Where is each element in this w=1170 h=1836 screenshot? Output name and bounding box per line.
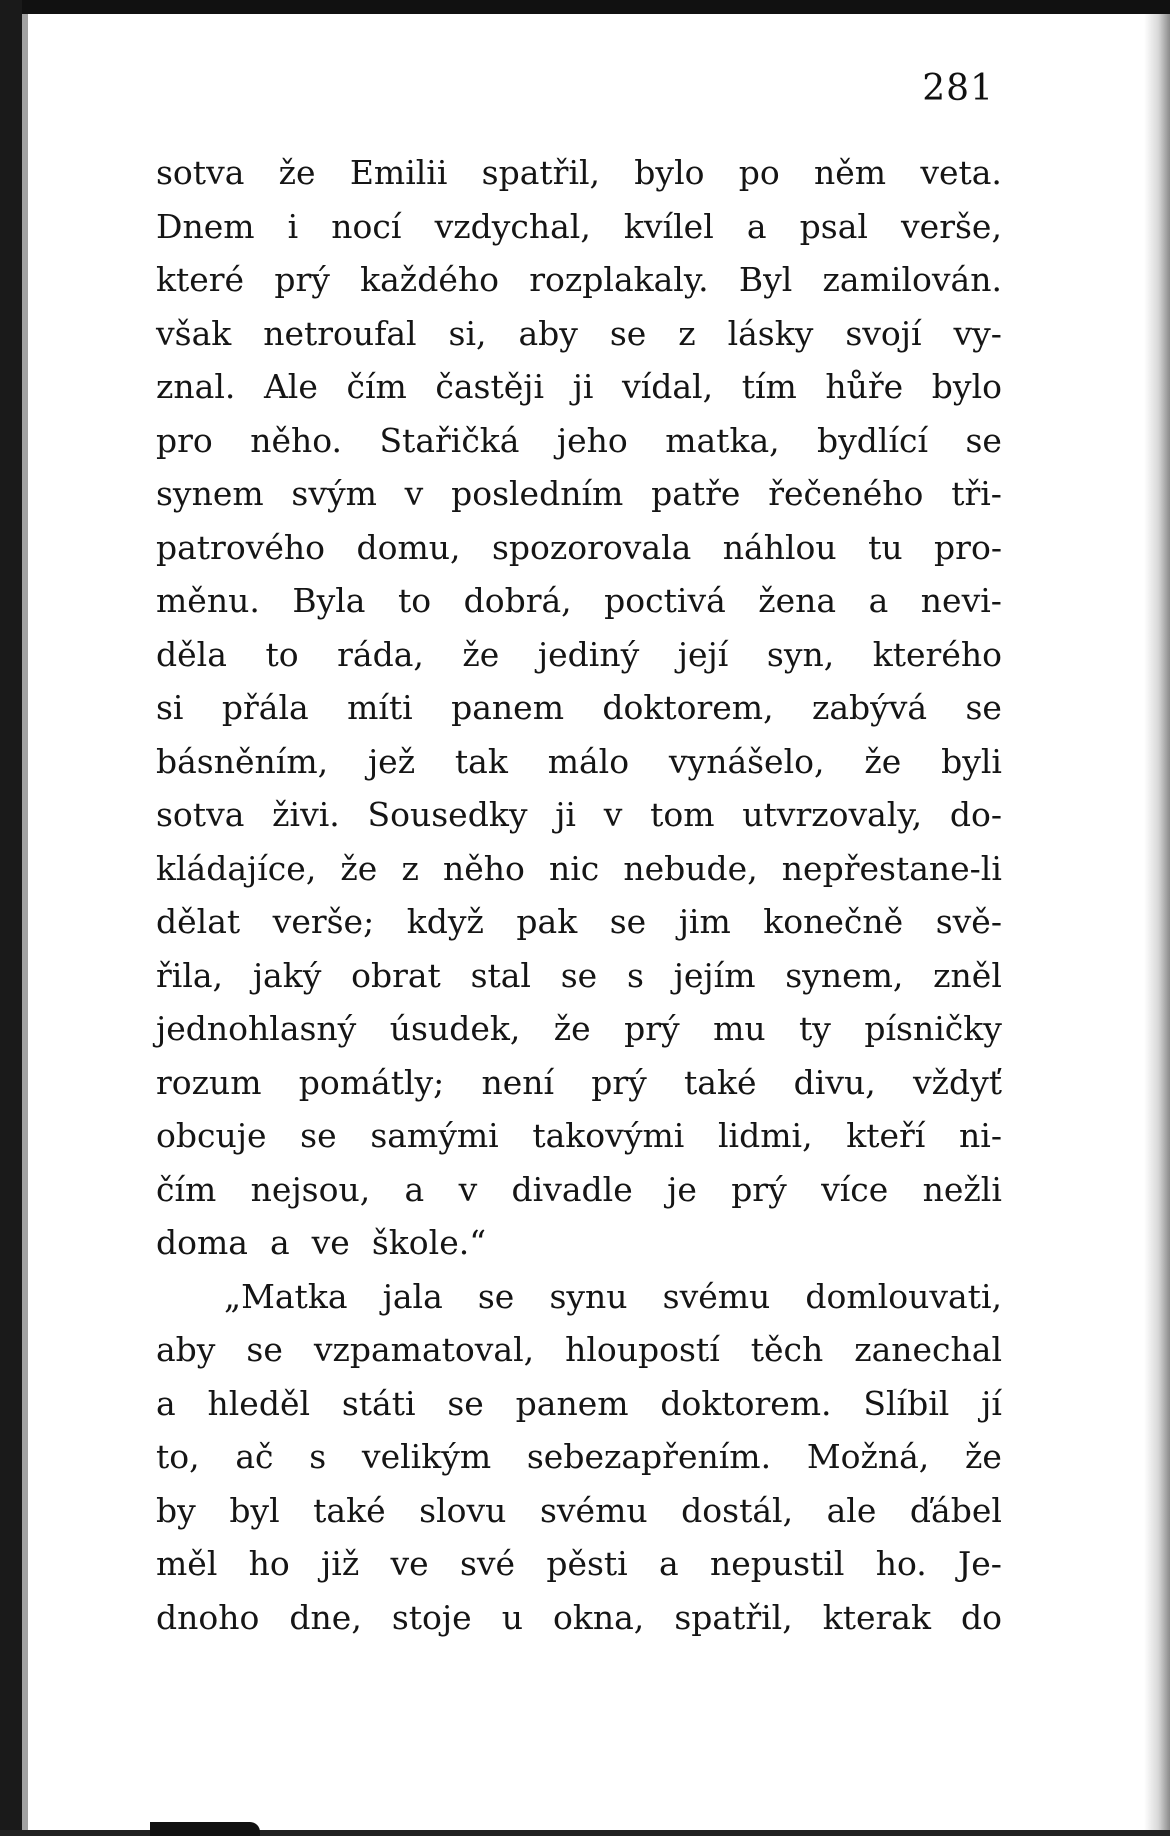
word: Stařičká	[379, 420, 520, 460]
word: to	[397, 581, 432, 620]
word: již	[321, 1544, 360, 1583]
word: domu,	[356, 527, 461, 567]
word: úsudek,	[389, 1009, 521, 1048]
word: míti	[347, 688, 413, 727]
word: tom	[650, 795, 715, 834]
word: žena	[758, 581, 837, 620]
word: že	[462, 634, 500, 674]
scan-right-shadow	[1144, 14, 1170, 1836]
word: sotva	[156, 153, 245, 192]
word: častěji	[435, 367, 545, 406]
word: spozorovala	[491, 527, 692, 567]
word: prý	[591, 1062, 647, 1102]
word: pěsti	[546, 1544, 628, 1583]
word: však	[156, 313, 232, 353]
word: tak	[454, 741, 508, 781]
text-line	[156, 949, 1002, 1003]
word: nejsou,	[250, 1169, 371, 1209]
word: divadle	[511, 1169, 633, 1209]
word: dobrá,	[463, 581, 572, 620]
word: jaký	[252, 955, 322, 995]
text-line	[156, 1056, 1002, 1110]
word: jala	[382, 1276, 443, 1316]
word: Slíbil	[863, 1383, 950, 1423]
word: také	[313, 1490, 386, 1530]
word: velikým	[361, 1437, 492, 1476]
word: málo	[547, 741, 630, 781]
word: dne,	[289, 1597, 362, 1637]
word: se	[609, 313, 647, 353]
word: v	[404, 474, 424, 513]
word: verše,	[901, 206, 1002, 246]
word: jednohlasný	[156, 1009, 357, 1048]
text-line	[156, 788, 1002, 842]
word: dostál,	[681, 1490, 794, 1530]
text-line	[156, 1537, 1002, 1591]
word: aby	[518, 313, 578, 353]
word: svým	[291, 474, 377, 513]
word: ale	[826, 1490, 877, 1530]
word: hůře	[825, 367, 904, 406]
word: z	[401, 848, 419, 888]
word: bylo	[931, 367, 1002, 406]
paragraph-1	[156, 146, 1002, 1270]
word: posledním	[451, 474, 624, 513]
word: škole.“	[371, 1223, 487, 1262]
word: matka,	[665, 420, 780, 460]
word: se	[965, 688, 1002, 727]
word: u	[501, 1597, 523, 1637]
word: verše;	[272, 902, 375, 941]
word: měl	[156, 1544, 218, 1583]
word: po	[738, 153, 780, 192]
word: a	[868, 581, 889, 620]
word: byli	[941, 741, 1002, 781]
word: zamilován.	[822, 260, 1002, 299]
word: doktorem.	[660, 1383, 832, 1423]
page-number: 281	[922, 68, 994, 109]
word: pro	[156, 420, 213, 460]
text-line	[156, 1109, 1002, 1163]
word: Sousedky	[367, 795, 528, 834]
word: takovými	[532, 1116, 685, 1155]
word: státi	[341, 1383, 416, 1423]
word: prý	[274, 260, 330, 299]
text-line	[156, 842, 1002, 896]
word: své	[459, 1544, 516, 1583]
word: rozplakaly.	[529, 260, 709, 299]
word: a	[404, 1169, 425, 1209]
text-line	[156, 146, 1002, 200]
word: těch	[750, 1330, 824, 1369]
word: jediný	[537, 634, 640, 674]
word: svojí	[845, 313, 922, 353]
word: jeho	[556, 420, 628, 460]
word: vídal,	[622, 367, 714, 406]
text-line	[156, 521, 1002, 575]
word: do	[961, 1597, 1002, 1637]
word: náhlou	[722, 527, 837, 567]
word: se	[246, 1330, 283, 1369]
word: nocí	[331, 206, 402, 246]
word: dělat	[156, 902, 241, 941]
word: ni-	[959, 1116, 1002, 1155]
word: více	[821, 1169, 889, 1209]
word: že	[340, 848, 378, 888]
word: každého	[360, 260, 499, 299]
word: zněl	[933, 955, 1002, 995]
word: jí	[981, 1383, 1002, 1423]
word: si	[156, 688, 184, 727]
word: netroufal	[263, 313, 417, 353]
word: samými	[370, 1116, 499, 1155]
word: lásky	[727, 313, 814, 353]
word: z	[678, 313, 696, 353]
word: se	[300, 1116, 337, 1155]
word: mu	[713, 1009, 766, 1048]
word: synem	[156, 474, 264, 513]
word: vzdychal,	[434, 206, 591, 246]
word: lidmi,	[717, 1116, 813, 1155]
text-line	[156, 253, 1002, 307]
word: že	[553, 1009, 591, 1048]
word: a	[156, 1383, 176, 1423]
word: to	[265, 634, 299, 674]
word: pomátly;	[298, 1062, 445, 1102]
word: rozum	[156, 1062, 262, 1102]
scan-left-border	[0, 0, 22, 1836]
word: písničky	[864, 1009, 1002, 1048]
word: řečeného	[768, 474, 924, 513]
word: obcuje	[156, 1116, 267, 1155]
text-line	[156, 1270, 1002, 1324]
word: Emilii	[349, 153, 448, 192]
word: kteří	[846, 1116, 926, 1155]
word: spatřil,	[481, 153, 601, 192]
word: syn,	[766, 634, 835, 674]
word: když	[406, 902, 484, 941]
word: nežli	[922, 1169, 1002, 1209]
text-line	[156, 1591, 1002, 1645]
word: ho.	[875, 1544, 927, 1583]
word: vynášelo,	[668, 741, 825, 781]
word: divu,	[793, 1062, 876, 1102]
word: obrat	[351, 955, 441, 995]
word: s	[626, 955, 644, 995]
word: jež	[367, 741, 416, 781]
word: ho	[248, 1544, 290, 1583]
word: jejím	[673, 955, 756, 995]
word: je	[667, 1169, 697, 1209]
word: Byla	[292, 581, 366, 620]
word: pak	[516, 902, 578, 941]
word: ve	[311, 1223, 350, 1262]
text-line	[156, 735, 1002, 789]
word: že	[965, 1437, 1002, 1476]
word: znal.	[156, 367, 236, 406]
word: poctivá	[604, 581, 726, 620]
word: nevi-	[920, 581, 1002, 620]
word: že	[278, 153, 316, 192]
word: patrového	[156, 527, 325, 567]
word: doktorem,	[602, 688, 774, 727]
text-line	[156, 307, 1002, 361]
word: nebude,	[623, 848, 758, 888]
word: by	[156, 1490, 196, 1530]
word: svému	[662, 1276, 771, 1316]
text-line	[156, 1216, 1002, 1270]
word: i	[287, 206, 299, 246]
text-line	[156, 360, 1002, 414]
word: kvílel	[623, 206, 714, 246]
word: měnu.	[156, 581, 260, 620]
word: hloupostí	[565, 1330, 720, 1369]
word: patře	[651, 474, 741, 513]
word: ráda,	[337, 634, 424, 674]
text-line	[156, 467, 1002, 521]
word: sotva	[156, 795, 245, 834]
text-line	[156, 628, 1002, 682]
word: Ale	[263, 367, 318, 406]
word: jim	[678, 902, 731, 941]
word: s	[309, 1437, 327, 1476]
word: pro-	[934, 527, 1002, 567]
word: aby	[156, 1330, 216, 1369]
word: a	[659, 1544, 679, 1583]
word: dnoho	[156, 1597, 260, 1637]
word: to,	[156, 1437, 200, 1476]
scan-bottom-mark	[150, 1822, 260, 1836]
word: do-	[949, 795, 1002, 834]
word: Je-	[957, 1544, 1002, 1583]
word: není	[481, 1062, 555, 1102]
text-line	[156, 414, 1002, 468]
word: čím	[156, 1169, 217, 1209]
word: které	[156, 260, 245, 299]
word: ve	[390, 1544, 429, 1583]
word: byl	[229, 1490, 280, 1530]
scan-left-shadow	[22, 14, 28, 1836]
word: bylo	[634, 153, 705, 192]
word: svě-	[935, 902, 1002, 941]
word: „Matka	[224, 1276, 348, 1316]
text-line	[156, 1323, 1002, 1377]
word: hleděl	[207, 1383, 311, 1423]
word: ďábel	[909, 1490, 1002, 1530]
word: stoje	[391, 1597, 472, 1637]
word: synem,	[785, 955, 904, 995]
word: vy-	[953, 313, 1002, 353]
scan-top-border	[0, 0, 1170, 14]
word: kterak	[822, 1597, 931, 1637]
word: nic	[548, 848, 600, 888]
paragraph-2	[156, 1270, 1002, 1645]
word: se	[447, 1383, 484, 1423]
text-line	[156, 1377, 1002, 1431]
word: konečně	[763, 902, 904, 941]
word: nepustil	[709, 1544, 845, 1583]
word: něho.	[250, 420, 343, 460]
text-line	[156, 1163, 1002, 1217]
word: stal	[470, 955, 531, 995]
word: ty	[799, 1009, 831, 1048]
word: se	[560, 955, 598, 995]
word: přála	[221, 688, 309, 727]
word: básněním,	[156, 741, 329, 781]
word: Možná,	[806, 1437, 930, 1476]
word: si,	[448, 313, 487, 353]
word: v	[603, 795, 623, 834]
text-line	[156, 1430, 1002, 1484]
word: veta.	[920, 153, 1002, 192]
word: se	[477, 1276, 515, 1316]
word: vzpamatoval,	[313, 1330, 535, 1369]
word: její	[677, 634, 729, 674]
word: utvrzovaly,	[742, 795, 923, 834]
word: Byl	[738, 260, 793, 299]
word: se	[965, 420, 1002, 460]
word: tři-	[951, 474, 1002, 513]
word: ač	[235, 1437, 274, 1476]
word: něm	[814, 153, 887, 192]
word: něho	[442, 848, 525, 888]
word: prý	[731, 1169, 787, 1209]
word: ji	[555, 795, 576, 834]
word: tu	[868, 527, 903, 567]
word: a	[269, 1223, 290, 1262]
word: se	[609, 902, 647, 941]
word: řila,	[156, 955, 224, 995]
text-line	[156, 200, 1002, 254]
word: synu	[549, 1276, 628, 1316]
word: bydlící	[817, 420, 929, 460]
word: živi.	[272, 795, 340, 834]
word: kládajíce,	[156, 848, 317, 888]
word: domlouvati,	[805, 1276, 1002, 1316]
word: svému	[539, 1490, 648, 1530]
word: děla	[156, 634, 227, 674]
word: Dnem	[156, 206, 255, 246]
word: v	[458, 1169, 478, 1209]
word: spatřil,	[674, 1597, 793, 1637]
word: prý	[624, 1009, 680, 1048]
text-line	[156, 574, 1002, 628]
text-line	[156, 681, 1002, 735]
word: panem	[515, 1383, 629, 1423]
word: slovu	[419, 1490, 507, 1530]
word: a	[746, 206, 767, 246]
word: tím	[741, 367, 797, 406]
text-line	[156, 895, 1002, 949]
word: sebezapřením.	[526, 1437, 772, 1476]
word: ji	[572, 367, 594, 406]
word: doma	[156, 1223, 248, 1262]
word: že	[864, 741, 902, 781]
word: čím	[346, 367, 407, 406]
word: vždyť	[912, 1062, 1002, 1102]
word: psal	[799, 206, 868, 246]
word: panem	[451, 688, 564, 727]
word: nepřestane-li	[781, 848, 1002, 888]
word: také	[684, 1062, 757, 1102]
word: zanechal	[854, 1330, 1002, 1369]
word: okna,	[553, 1597, 645, 1637]
word: kterého	[872, 634, 1002, 674]
word: zabývá	[811, 688, 928, 727]
text-line	[156, 1002, 1002, 1056]
text-line	[156, 1484, 1002, 1538]
body-text	[156, 146, 1002, 1644]
